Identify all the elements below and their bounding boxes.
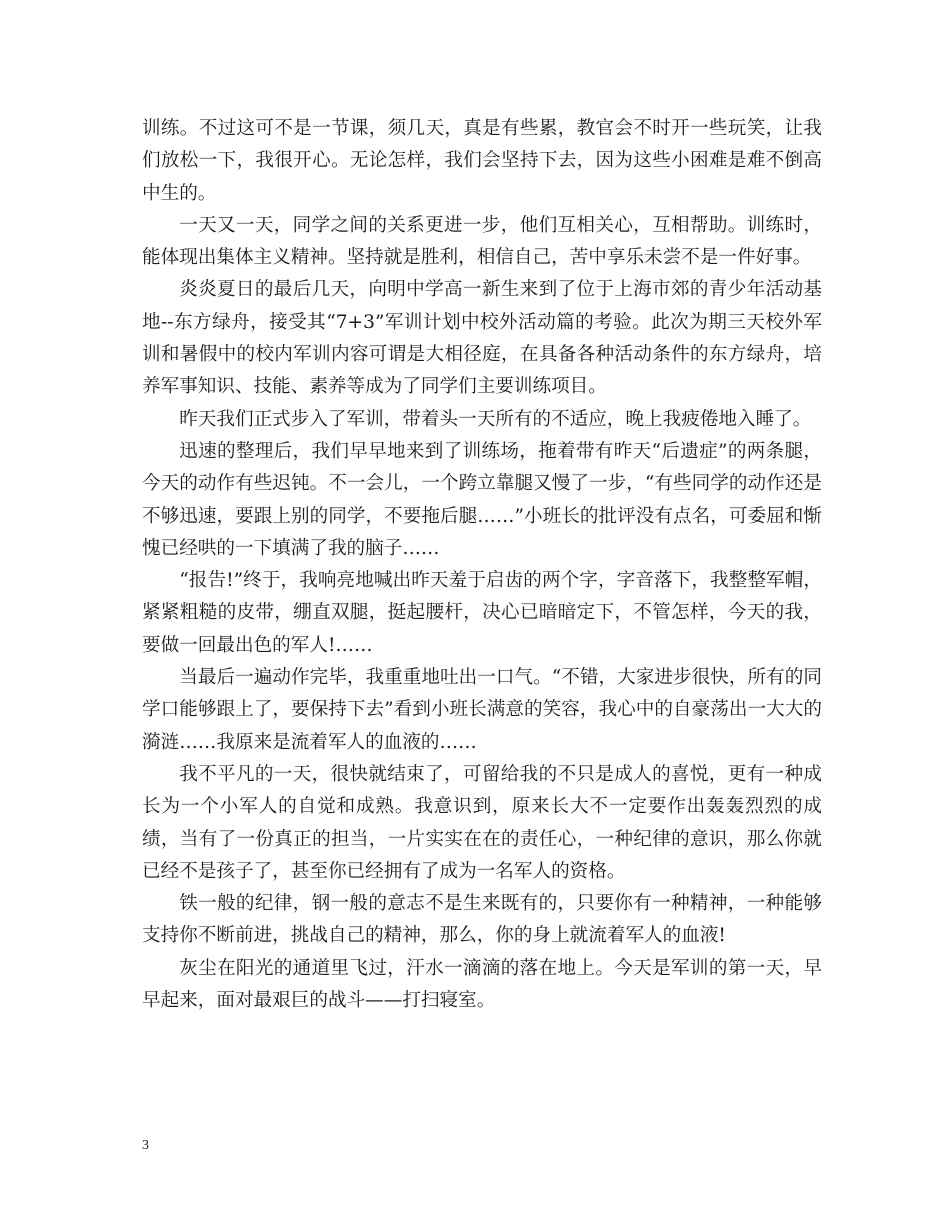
paragraph-6: “报告!”终于，我响亮地喊出昨天羞于启齿的两个字，字音落下，我整整军帽，紧紧粗糙的皮带，绷直双腿，挺起腰杆，决心已暗暗定下，不管怎样，今天的我，要做一回最出色的军人!…… [142, 570, 822, 656]
paragraph-5: 迅速的整理后，我们早早地来到了训练场，拖着带有昨天“后遗症”的两条腿，今天的动作有些迟钝。不一会儿，一个跨立靠腿又慢了一步，“有些同学的动作还是不够迅速，要跟上别的同学，不要拖后腿……”小班长的批评没有点名，可委屈和惭愧已经哄的一下填满了我的脑子…… [142, 440, 822, 559]
paragraph-4: 昨天我们正式步入了军训，带着头一天所有的不适应，晚上我疲倦地入睡了。 [179, 408, 812, 430]
paragraph-7: 当最后一遍动作完毕，我重重地吐出一口气。“不错，大家进步很快，所有的同学口能够跟上了，要保持下去”看到小班长满意的笑容，我心中的自豪荡出一大大的漪涟……我原来是流着军人的血液的…… [142, 667, 822, 753]
paragraph-2: 一天又一天，同学之间的关系更进一步，他们互相关心，互相帮助。训练时，能体现出集体主义精神。坚持就是胜利，相信自己，苦中享乐未尝不是一件好事。 [142, 214, 822, 269]
paragraph-1: 训练。不过这可不是一节课，须几天，真是有些累，教官会不时开一些玩笑，让我们放松一下，我很开心。无论怎样，我们会坚持下去，因为这些小困难是难不倒高中生的。 [142, 118, 822, 204]
paragraph-9: 铁一般的纪律，钢一般的意志不是生来既有的，只要你有一种精神，一种能够支持你不断前进，挑战自己的精神，那么，你的身上就流着军人的血液! [142, 893, 822, 947]
paragraph-8: 我不平凡的一天，很快就结束了，可留给我的不只是成人的喜悦，更有一种成长为一个小军人的自觉和成熟。我意识到，原来长大不一定要作出轰轰烈烈的成绩，当有了一份真正的担当，一片实实在在的责任心，一种纪律的意识，那么你就已经不是孩子了，甚至你已经拥有了成为一名军人的资格。 [142, 763, 822, 882]
paragraph-10: 灰尘在阳光的通道里飞过，汗水一滴滴的落在地上。今天是军训的第一天，早早起来，面对最艰巨的战斗——打扫寝室。 [142, 957, 822, 1012]
paragraph-3: 炎炎夏日的最后几天，向明中学高一新生来到了位于上海市郊的青少年活动基地--东方绿舟，接受其“7+3”军训计划中校外活动篇的考验。此次为期三天校外军训和暑假中的校内军训内容可谓是大相径庭，在具备各种活动条件的东方绿舟，培养军事知识、技能、素养等成为了同学们主要训练项目。 [142, 279, 822, 398]
page-number: 3 [142, 1138, 149, 1153]
document-body [142, 113, 822, 1017]
